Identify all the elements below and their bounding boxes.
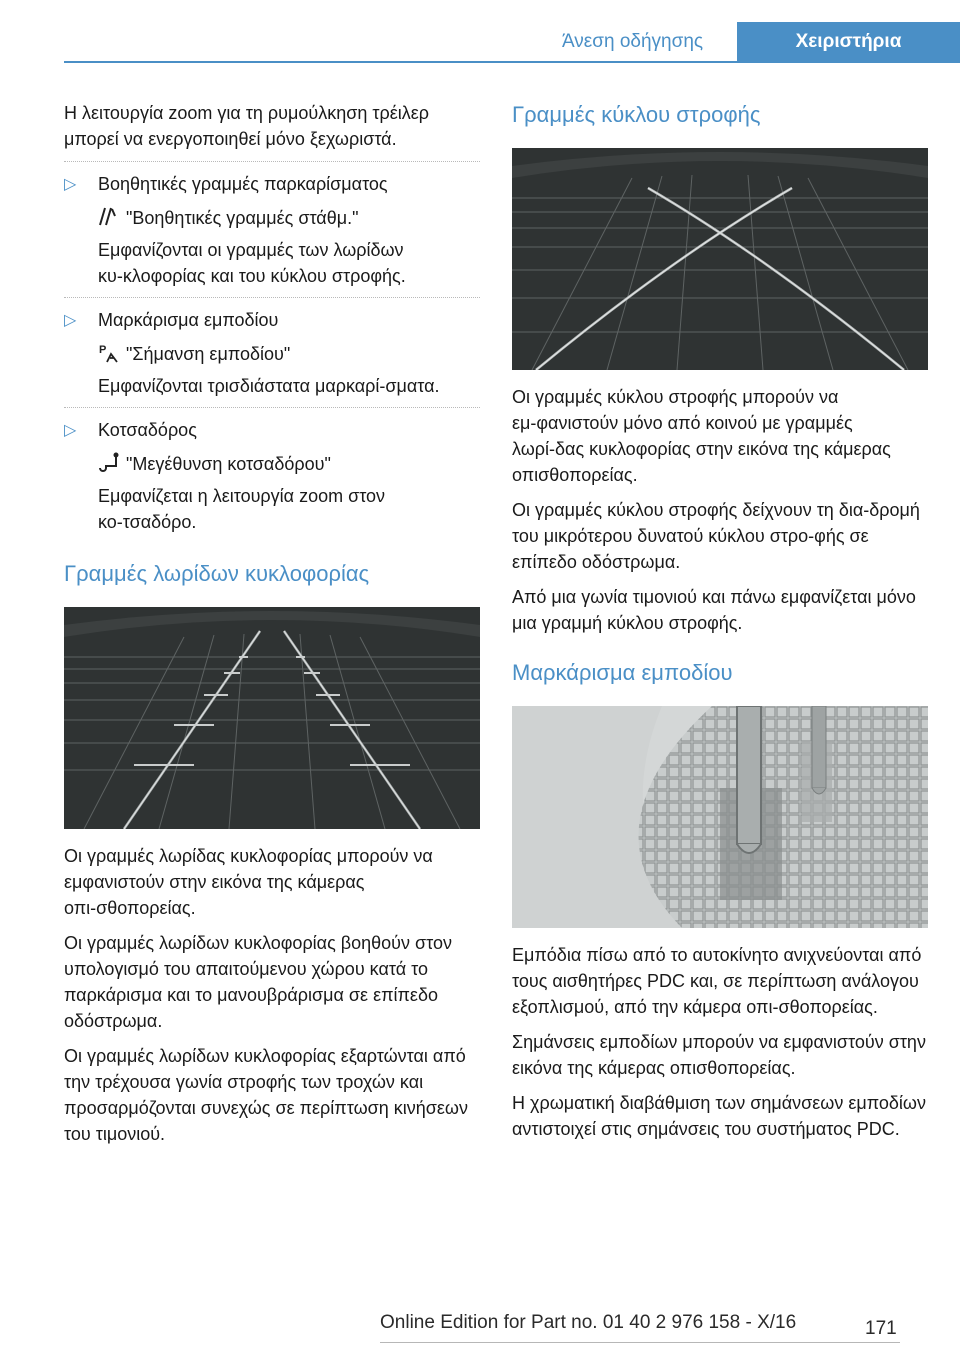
list-item-title: Κοτσαδόρος xyxy=(98,420,197,440)
list-item-tow-hitch xyxy=(64,417,480,443)
menu-entry xyxy=(64,451,480,477)
obstacle-marking-icon xyxy=(98,342,120,364)
menu-label: "Μεγέθυνση κοτσαδόρου" xyxy=(126,454,331,474)
list-item-title: Βοηθητικές γραμμές παρκαρίσματος xyxy=(98,174,388,194)
footer-edition: Online Edition for Part no. 01 40 2 976 158 - X/16 xyxy=(380,1312,797,1333)
bullet-triangle-icon: ▷ xyxy=(64,176,77,193)
obstacle-paragraph-3: Η χρωματική διαβάθμιση των σημάνσεων εμποδίων αντιστοιχεί στις σημάνσεις του συστήματος PDC. xyxy=(512,1093,926,1139)
menu-label: "Σήμανση εμποδίου" xyxy=(126,344,291,364)
item-description: Εμφανίζονται οι γραμμές των λωρίδων κυ‑κλοφορίας και του κύκλου στροφής. xyxy=(98,240,406,286)
footer-rule xyxy=(380,1342,900,1343)
item-description: Εμφανίζονται τρισδιάστατα μαρκαρί‑σματα. xyxy=(98,376,440,396)
turning-circle-paragraph-1: Οι γραμμές κύκλου στροφής μπορούν να εμ‑φανιστούν μόνο από κοινού με γραμμές λωρί‑δας κυκλοφορίας στην εικόνα της κάμερας οπισθοπορείας. xyxy=(512,387,891,485)
header-chapter-tab: Χειριστήρια xyxy=(737,22,960,62)
separator xyxy=(64,161,480,163)
intro-paragraph: Η λειτουργία zoom για τη ρυμούλκηση τρέιλερ μπορεί να ενεργοποιηθεί μόνο ξεχωριστά. xyxy=(64,103,430,149)
obstacle-paragraph-2: Σημάνσεις εμποδίων μπορούν να εμφανιστούν στην εικόνα της κάμερας οπισθοπορείας. xyxy=(512,1032,926,1078)
right-column xyxy=(512,100,928,1151)
separator xyxy=(64,297,480,299)
section-title-lane-lines: Γραμμές λωρίδων κυκλοφορίας xyxy=(64,561,370,586)
svg-text:P: P xyxy=(99,344,107,356)
lane-lines-paragraph-3: Οι γραμμές λωρίδων κυκλοφορίας εξαρτώνται από την τρέχουσα γωνία στροφής των τροχών και προσαρμόζονται συνεχώς σε περίπτωση κινήσεων του τιμονιού. xyxy=(64,1046,468,1144)
obstacle-paragraph-1: Εμπόδια πίσω από το αυτοκίνητο ανιχνεύονται από τους αισθητήρες PDC και, σε περίπτωση ανάλογου εξοπλισμού, από την κάμερα οπι‑σθοπορείας. xyxy=(512,945,922,1017)
page-number: 171 xyxy=(865,1318,897,1339)
obstacle-marking-figure xyxy=(512,706,928,928)
turning-circle-paragraph-2: Οι γραμμές κύκλου στροφής δείχνουν τη δια‑δρομή του μικρότερου δυνατού κύκλου στρο‑φής σε επίπεδο οδόστρωμα. xyxy=(512,500,920,572)
bullet-triangle-icon: ▷ xyxy=(64,312,77,329)
header-rule xyxy=(64,61,960,63)
turning-circle-paragraph-3: Από μια γωνία τιμονιού και πάνω εμφανίζεται μόνο μια γραμμή κύκλου στροφής. xyxy=(512,587,916,633)
menu-entry xyxy=(64,341,480,367)
list-item-parking-lines xyxy=(64,171,480,197)
bullet-triangle-icon: ▷ xyxy=(64,422,77,439)
list-item-obstacle-marking xyxy=(64,307,480,333)
parking-lines-icon xyxy=(98,206,120,228)
menu-entry xyxy=(64,205,480,231)
lane-lines-paragraph-2: Οι γραμμές λωρίδων κυκλοφορίας βοηθούν στον υπολογισμό του απαιτούμενου χώρου κατά το παρκάρισμα και το μανουβράρισμα σε επίπεδο οδόστρωμα. xyxy=(64,933,452,1031)
turning-circle-figure xyxy=(512,148,928,370)
lane-lines-paragraph-1: Οι γραμμές λωρίδας κυκλοφορίας μπορούν να εμφανιστούν στην εικόνα της κάμερας οπι‑σθοπορείας. xyxy=(64,846,433,918)
left-column xyxy=(64,100,480,1156)
item-description: Εμφανίζεται η λειτουργία zoom στον κο‑τσαδόρο. xyxy=(98,486,386,532)
list-item-title: Μαρκάρισμα εμποδίου xyxy=(98,310,279,330)
section-title-obstacle-marking: Μαρκάρισμα εμποδίου xyxy=(512,660,733,685)
header-section-tab: Άνεση οδήγησης xyxy=(561,31,704,52)
tow-hitch-icon xyxy=(98,452,120,474)
separator xyxy=(64,407,480,409)
menu-label: "Βοηθητικές γραμμές στάθμ." xyxy=(126,208,359,228)
section-title-turning-circle: Γραμμές κύκλου στροφής xyxy=(512,102,761,127)
lane-lines-figure xyxy=(64,607,480,829)
